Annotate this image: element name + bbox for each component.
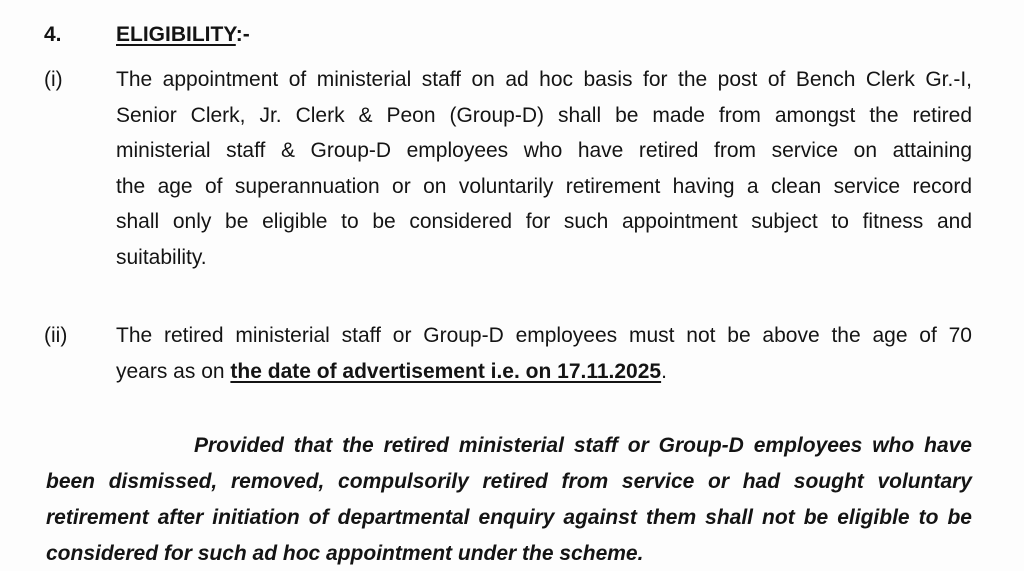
section-title-underlined: ELIGIBILITY xyxy=(116,23,236,46)
advertisement-date-emphasis: the date of advertisement i.e. on 17.11.2025 xyxy=(230,359,662,383)
text-line: ministerial staff & Group-D employees who have retired from service on attaining xyxy=(116,139,972,162)
text-line: The retired ministerial staff or Group-D employees must not be above the age of 70 xyxy=(116,324,972,347)
text-segment: years as on xyxy=(116,359,231,383)
text-line: suitability. xyxy=(116,245,207,269)
section-number: 4. xyxy=(44,23,62,46)
text-line: considered for such ad hoc appointment under the scheme. xyxy=(46,542,644,565)
text-line: retirement after initiation of departmental enquiry against them shall not be eligible to be xyxy=(46,506,972,529)
text-segment: . xyxy=(661,359,667,383)
clause-label: (ii) xyxy=(44,324,68,347)
text-line: the age of superannuation or on voluntarily retirement having a clean service record xyxy=(116,174,972,198)
section-title xyxy=(116,20,250,50)
text-line: Senior Clerk, Jr. Clerk & Peon (Group-D) shall be made from amongst the retired xyxy=(116,103,972,127)
text-line: The appointment of ministerial staff on ad hoc basis for the post of Bench Clerk Gr.-I, xyxy=(116,68,972,91)
clause-text xyxy=(116,318,972,389)
section-header xyxy=(0,20,1024,50)
text-line: been dismissed, removed, compulsorily retired from service or had sought voluntary xyxy=(46,470,972,493)
clause-label: (i) xyxy=(44,68,63,91)
text-line xyxy=(116,354,972,390)
proviso-paragraph xyxy=(46,428,972,572)
section-title-suffix: :- xyxy=(235,23,250,46)
clause-text xyxy=(116,62,972,275)
text-line: shall only be eligible to be considered for such appointment subject to fitness and xyxy=(116,210,972,233)
text-line: Provided that the retired ministerial staff or Group-D employees who have xyxy=(194,434,972,457)
